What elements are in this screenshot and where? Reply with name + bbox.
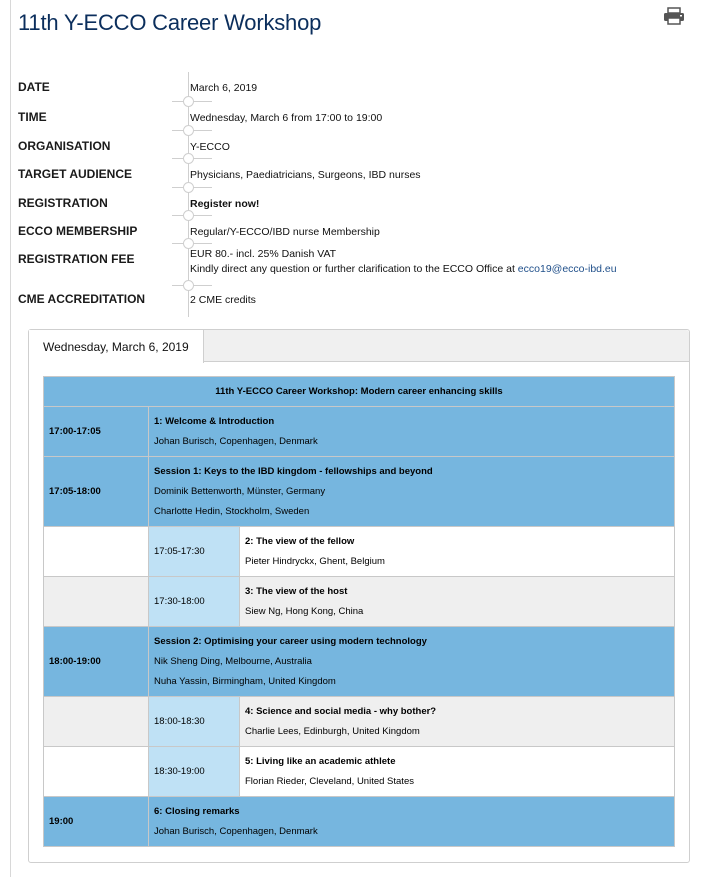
schedule-tabs-panel <box>28 329 690 863</box>
session-title: Session 1: Keys to the IBD kingdom - fellowships and beyond <box>154 465 433 477</box>
info-label: CME ACCREDITATION <box>18 292 146 306</box>
event-info-list <box>18 72 678 312</box>
session-cell <box>149 797 675 847</box>
info-label: REGISTRATION <box>18 196 108 210</box>
table-row <box>44 457 675 527</box>
info-label: TIME <box>18 110 47 124</box>
time-cell: 19:00 <box>44 797 149 847</box>
info-row-target-audience <box>18 157 678 186</box>
table-row <box>44 527 675 577</box>
info-label: TARGET AUDIENCE <box>18 167 132 181</box>
speaker: Johan Burisch, Copenhagen, Denmark <box>154 825 318 837</box>
talk-title: 5: Living like an academic athlete <box>245 755 396 767</box>
speaker: Siew Ng, Hong Kong, China <box>245 605 364 617</box>
session-cell <box>149 457 675 527</box>
register-now-link[interactable]: Register now! <box>190 198 260 210</box>
sub-time-cell: 18:30-19:00 <box>149 747 240 797</box>
info-row-date <box>18 72 678 100</box>
talk-title: 3: The view of the host <box>245 585 348 597</box>
info-row-registration <box>18 186 678 214</box>
info-value <box>190 242 617 282</box>
session-title: Session 2: Optimising your career using modern technology <box>154 635 427 647</box>
speaker: Nik Sheng Ding, Melbourne, Australia <box>154 655 312 667</box>
info-row-organisation <box>18 129 678 157</box>
empty-cell <box>44 747 149 797</box>
tab-bar <box>29 330 689 362</box>
speaker: Pieter Hindryckx, Ghent, Belgium <box>245 555 385 567</box>
empty-cell <box>44 697 149 747</box>
time-cell: 17:05-18:00 <box>44 457 149 527</box>
time-cell: 18:00-19:00 <box>44 627 149 697</box>
info-value: Y-ECCO <box>190 141 230 153</box>
fee-note <box>190 262 617 277</box>
fee-amount: EUR 80.- incl. 25% Danish VAT <box>190 248 337 260</box>
info-value: 2 CME credits <box>190 294 256 306</box>
info-row-membership <box>18 214 678 242</box>
session-title: 1: Welcome & Introduction <box>154 415 275 427</box>
info-label: DATE <box>18 80 50 94</box>
sub-time-cell: 17:05-17:30 <box>149 527 240 577</box>
ecco-office-email-link[interactable]: ecco19@ecco-ibd.eu <box>517 263 617 275</box>
speaker: Charlotte Hedin, Stockholm, Sweden <box>154 505 310 517</box>
info-row-time <box>18 100 678 129</box>
speaker: Charlie Lees, Edinburgh, United Kingdom <box>245 725 420 737</box>
info-value: March 6, 2019 <box>190 82 258 94</box>
info-value: Regular/Y-ECCO/IBD nurse Membership <box>190 226 380 238</box>
talk-cell <box>240 527 675 577</box>
info-label: ECCO MEMBERSHIP <box>18 224 138 238</box>
info-value: Physicians, Paediatricians, Surgeons, IBD nurses <box>190 169 421 181</box>
info-label: ORGANISATION <box>18 139 111 153</box>
table-row <box>44 697 675 747</box>
talk-cell <box>240 697 675 747</box>
time-cell: 17:00-17:05 <box>44 407 149 457</box>
talk-title: 4: Science and social media - why bother? <box>245 705 437 717</box>
fee-note-text: Kindly direct any question or further clarification to the ECCO Office at <box>190 263 515 275</box>
table-row <box>44 577 675 627</box>
session-title: 6: Closing remarks <box>154 805 240 817</box>
sub-time-cell: 18:00-18:30 <box>149 697 240 747</box>
printer-icon[interactable] <box>663 7 685 25</box>
page-title: 11th Y-ECCO Career Workshop <box>18 10 322 35</box>
table-row <box>44 407 675 457</box>
talk-title: 2: The view of the fellow <box>245 535 355 547</box>
speaker: Nuha Yassin, Birmingham, United Kingdom <box>154 675 336 687</box>
speaker: Johan Burisch, Copenhagen, Denmark <box>154 435 318 447</box>
talk-cell <box>240 747 675 797</box>
empty-cell <box>44 527 149 577</box>
speaker: Florian Rieder, Cleveland, United States <box>245 775 414 787</box>
info-value: Wednesday, March 6 from 17:00 to 19:00 <box>190 112 383 124</box>
schedule-header-row <box>44 377 675 407</box>
empty-cell <box>44 577 149 627</box>
session-cell <box>149 627 675 697</box>
table-row <box>44 747 675 797</box>
table-row <box>44 797 675 847</box>
session-cell <box>149 407 675 457</box>
info-row-cme <box>18 282 678 312</box>
sub-time-cell: 17:30-18:00 <box>149 577 240 627</box>
info-label: REGISTRATION FEE <box>18 252 135 266</box>
info-row-registration-fee <box>18 242 678 282</box>
talk-cell <box>240 577 675 627</box>
schedule-header: 11th Y-ECCO Career Workshop: Modern career enhancing skills <box>44 377 675 407</box>
speaker: Dominik Bettenworth, Münster, Germany <box>154 485 326 497</box>
schedule-table <box>43 376 675 847</box>
tab-wednesday-march-6[interactable]: Wednesday, March 6, 2019 <box>29 330 204 363</box>
table-row <box>44 627 675 697</box>
